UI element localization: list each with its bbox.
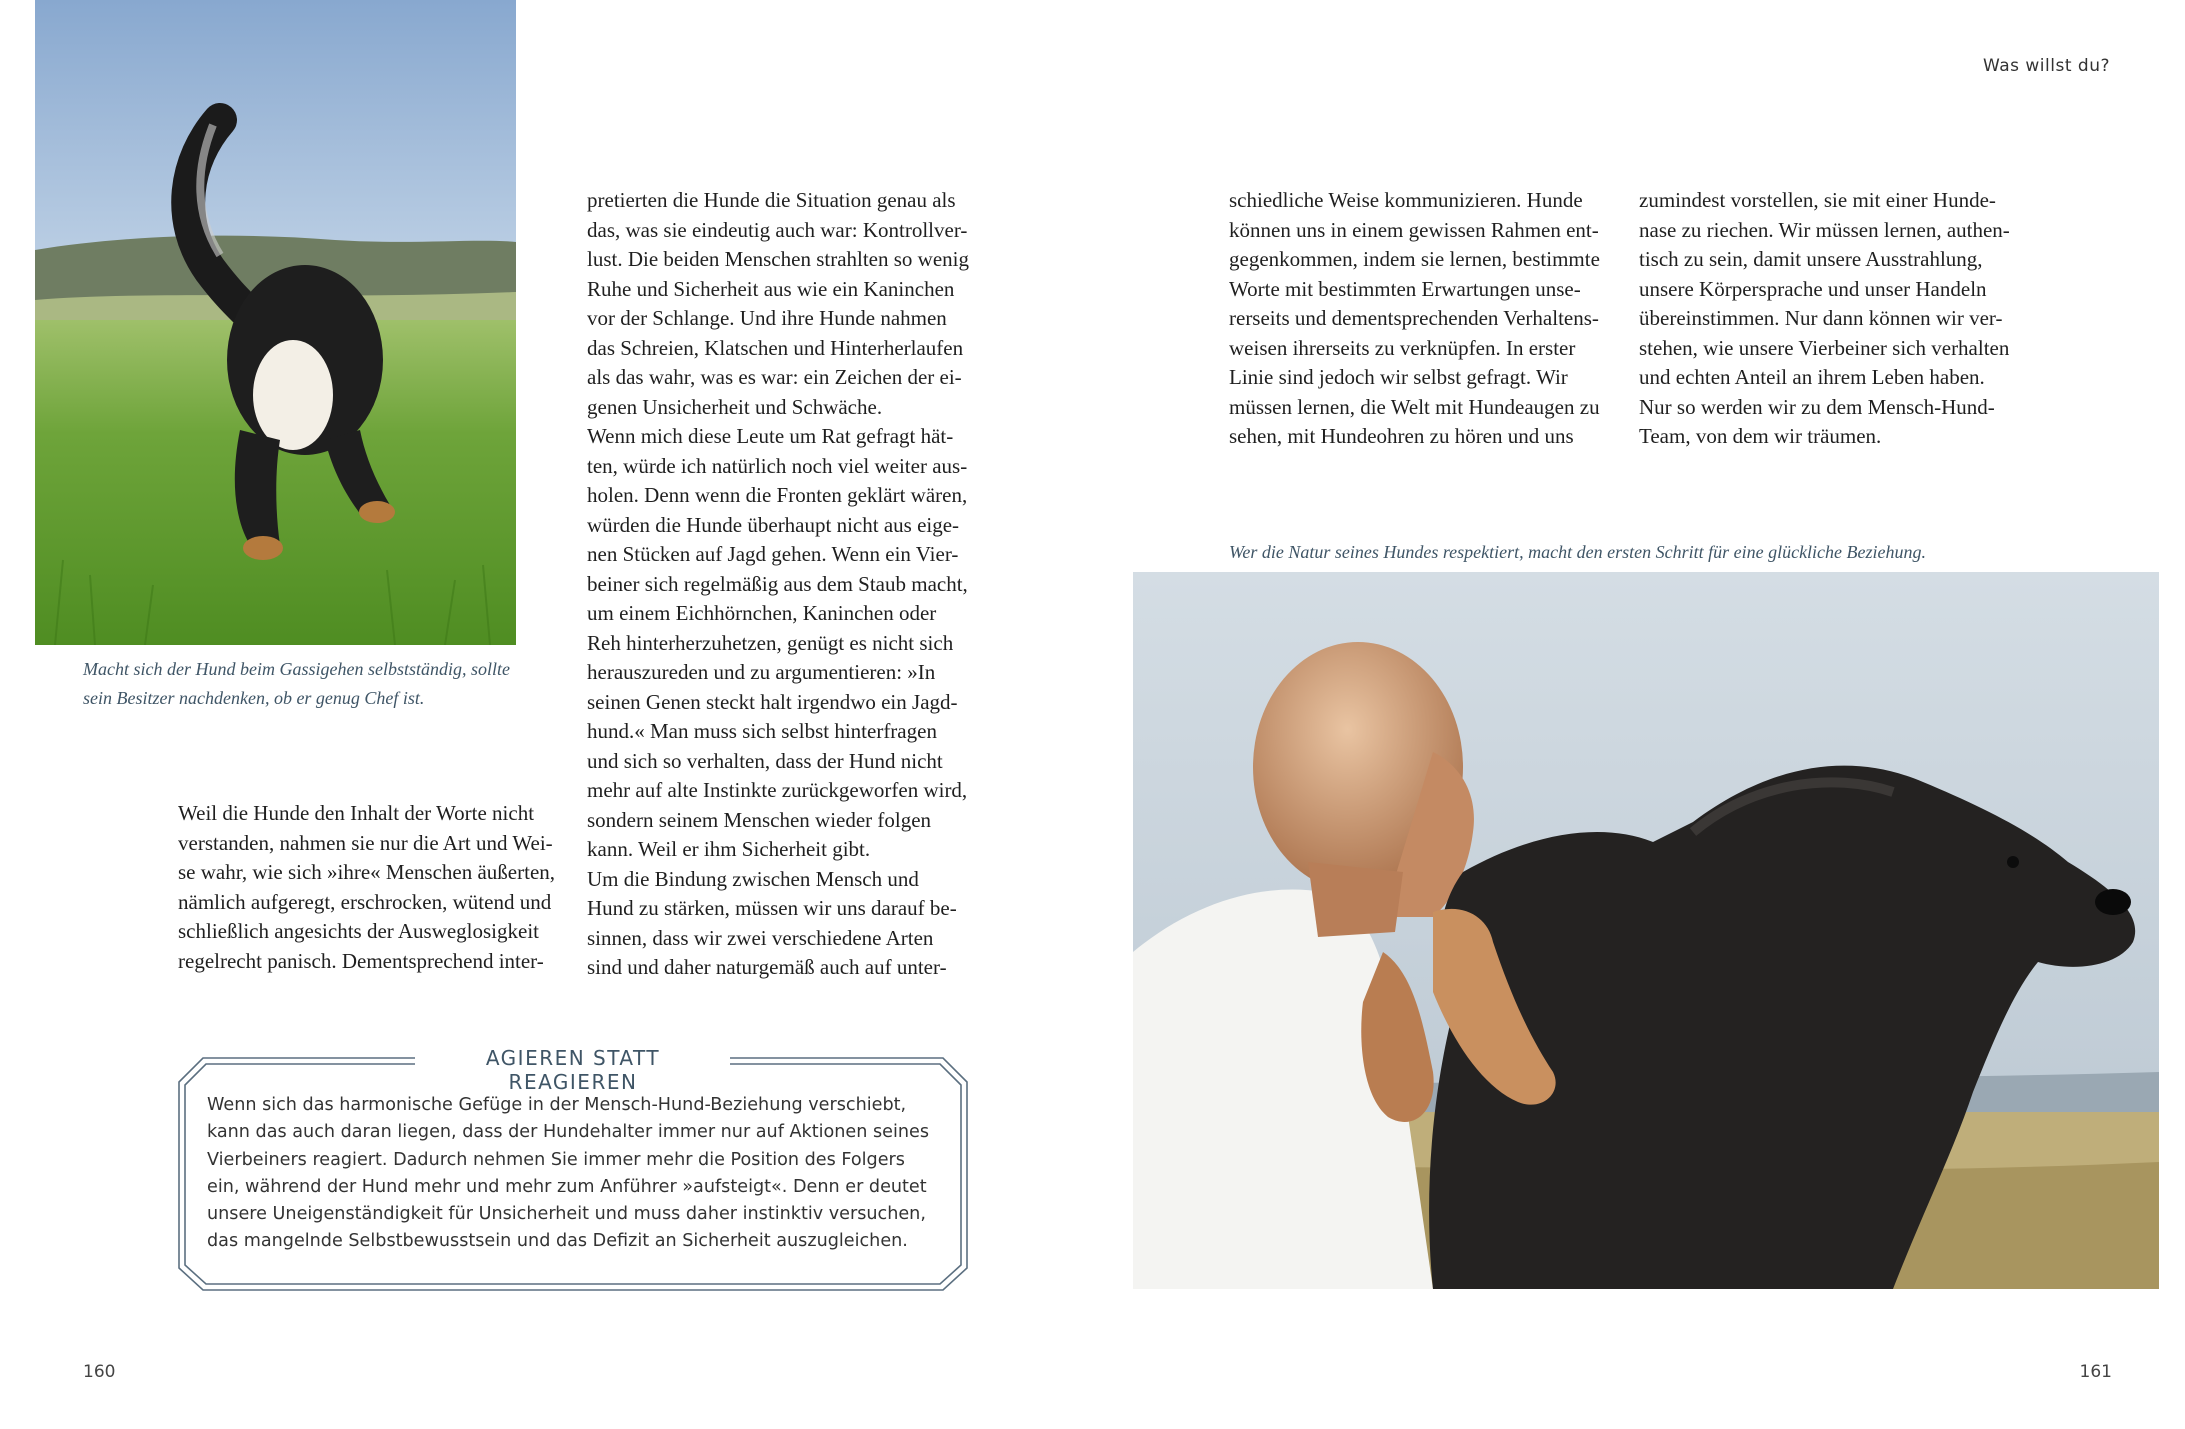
- text-line: Hund zu stärken, müssen wir uns darauf be-: [587, 896, 957, 920]
- infobox-line: Vierbeiners reagiert. Dadurch nehmen Sie immer mehr die Position des Folgers: [207, 1149, 905, 1170]
- dog-photo-caption: [83, 655, 510, 713]
- text-line: Weil die Hunde den Inhalt der Worte nicht: [178, 801, 535, 825]
- page-number-right: 161: [2079, 1362, 2112, 1382]
- infobox-body: [207, 1092, 929, 1256]
- text-column-2: [587, 186, 969, 983]
- text-line: genen Unsicherheit und Schwäche.: [587, 394, 883, 419]
- caption-line: Macht sich der Hund beim Gassigehen selbstständig, sollte: [83, 659, 510, 679]
- text-line: Wenn mich diese Leute um Rat gefragt hät-: [587, 424, 954, 448]
- text-line: übereinstimmen. Nur dann können wir ver-: [1639, 306, 2003, 330]
- text-line: als das wahr, was es war: ein Zeichen der ei-: [587, 365, 962, 389]
- dog-walking-photo: [35, 0, 516, 645]
- infobox-line: ein, während der Hund mehr und mehr zum Anführer »aufsteigt«. Denn er deutet: [207, 1176, 927, 1197]
- text-line: nase zu riechen. Wir müssen lernen, authen-: [1639, 217, 2010, 242]
- text-line: ten, würde ich natürlich noch viel weiter aus-: [587, 453, 968, 478]
- infobox-line: unsere Uneigenständigkeit für Unsicherheit und muss daher instinktiv versuchen,: [207, 1204, 926, 1225]
- text-line: seinen Genen steckt halt irgendwo ein Jagd-: [587, 689, 958, 714]
- text-line: können uns in einem gewissen Rahmen ent-: [1229, 217, 1599, 242]
- infobox: [177, 1046, 969, 1292]
- text-line: Reh hinterherzuhetzen, genügt es nicht sich: [587, 630, 954, 655]
- running-header: Was willst du?: [1983, 56, 2110, 76]
- text-line: tisch zu sein, damit unsere Ausstrahlung,: [1639, 247, 1983, 271]
- text-column-4: [1639, 186, 2010, 452]
- text-line: verstanden, nahmen sie nur die Art und Wei-: [178, 830, 553, 855]
- text-line: würden die Hunde überhaupt nicht aus eige-: [587, 512, 960, 537]
- text-line: um einem Eichhörnchen, Kaninchen oder: [587, 601, 937, 625]
- text-line: und sich so verhalten, dass der Hund nicht: [587, 748, 943, 773]
- text-line: herauszureden und zu argumentieren: »In: [587, 660, 936, 684]
- text-line: schließlich angesichts der Ausweglosigkeit: [178, 919, 540, 943]
- text-line: rerseits und dementsprechenden Verhaltens-: [1229, 306, 1599, 330]
- text-line: lust. Die beiden Menschen strahlten so wenig: [587, 247, 969, 271]
- text-line: Worte mit bestimmten Erwartungen unse-: [1229, 276, 1581, 301]
- text-line: weisen ihrerseits zu verknüpfen. In erster: [1229, 335, 1576, 360]
- infobox-line: kann das auch daran liegen, dass der Hundehalter immer nur auf Aktionen seines: [207, 1122, 930, 1143]
- text-line: müssen lernen, die Welt mit Hundeaugen zu: [1229, 394, 1600, 419]
- text-line: beiner sich regelmäßig aus dem Staub macht,: [587, 571, 968, 596]
- text-line: stehen, wie unsere Vierbeiner sich verhalten: [1639, 335, 2010, 360]
- text-line: sinnen, dass wir zwei verschiedene Arten: [587, 925, 934, 950]
- text-line: Um die Bindung zwischen Mensch und: [587, 866, 919, 891]
- text-line: pretierten die Hunde die Situation genau als: [587, 188, 956, 212]
- text-line: vor der Schlange. Und ihre Hunde nahmen: [587, 306, 947, 330]
- text-line: sondern seinem Menschen wieder folgen: [587, 807, 932, 832]
- text-line: das Schreien, Klatschen und Hinterherlaufen: [587, 335, 964, 360]
- text-line: Nur so werden wir zu dem Mensch-Hund-: [1639, 394, 1995, 419]
- text-line: Ruhe und Sicherheit aus wie ein Kaninchen: [587, 276, 955, 301]
- text-line: gegenkommen, indem sie lernen, bestimmte: [1229, 247, 1600, 271]
- text-column-1: [178, 799, 555, 976]
- text-line: mehr auf alte Instinkte zurückgeworfen wird,: [587, 778, 968, 802]
- text-line: holen. Denn wenn die Fronten geklärt wären,: [587, 483, 968, 507]
- text-line: regelrecht panisch. Dementsprechend inter-: [178, 948, 544, 973]
- text-line: und echten Anteil an ihrem Leben haben.: [1639, 365, 1985, 389]
- text-line: das, was sie eindeutig auch war: Kontrollver-: [587, 217, 968, 242]
- text-line: schiedliche Weise kommunizieren. Hunde: [1229, 188, 1583, 212]
- man-with-dog-photo: [1133, 572, 2159, 1289]
- text-line: Linie sind jedoch wir selbst gefragt. Wir: [1229, 365, 1568, 389]
- infobox-line: Wenn sich das harmonische Gefüge in der Mensch-Hund-Beziehung verschiebt,: [207, 1095, 907, 1115]
- text-line: nen Stücken auf Jagd gehen. Wenn ein Vier-: [587, 542, 959, 566]
- text-line: kann. Weil er ihm Sicherheit gibt.: [587, 837, 871, 861]
- page-number-left: 160: [83, 1362, 116, 1382]
- text-line: sind und daher naturgemäß auch auf unter-: [587, 955, 947, 979]
- infobox-title: AGIEREN STATT REAGIEREN: [433, 1046, 713, 1094]
- text-line: zumindest vorstellen, sie mit einer Hunde-: [1639, 188, 1996, 212]
- text-line: nämlich aufgeregt, erschrocken, wütend und: [178, 889, 552, 914]
- text-line: sehen, mit Hundeohren zu hören und uns: [1229, 424, 1574, 448]
- infobox-line: das mangelnde Selbstbewusstsein und das Defizit an Sicherheit auszugleichen.: [207, 1231, 908, 1252]
- text-line: se wahr, wie sich »ihre« Menschen äußerten,: [178, 860, 556, 884]
- man-dog-photo-caption: Wer die Natur seines Hundes respektiert, macht den ersten Schritt für eine glückliche Beziehung.: [1229, 542, 1927, 562]
- caption-line: sein Besitzer nachdenken, ob er genug Chef ist.: [83, 688, 425, 708]
- text-line: hund.« Man muss sich selbst hinterfragen: [587, 719, 937, 743]
- text-line: Team, von dem wir träumen.: [1639, 424, 1882, 448]
- text-column-3: [1229, 186, 1600, 452]
- text-line: unsere Körpersprache und unser Handeln: [1639, 276, 1987, 301]
